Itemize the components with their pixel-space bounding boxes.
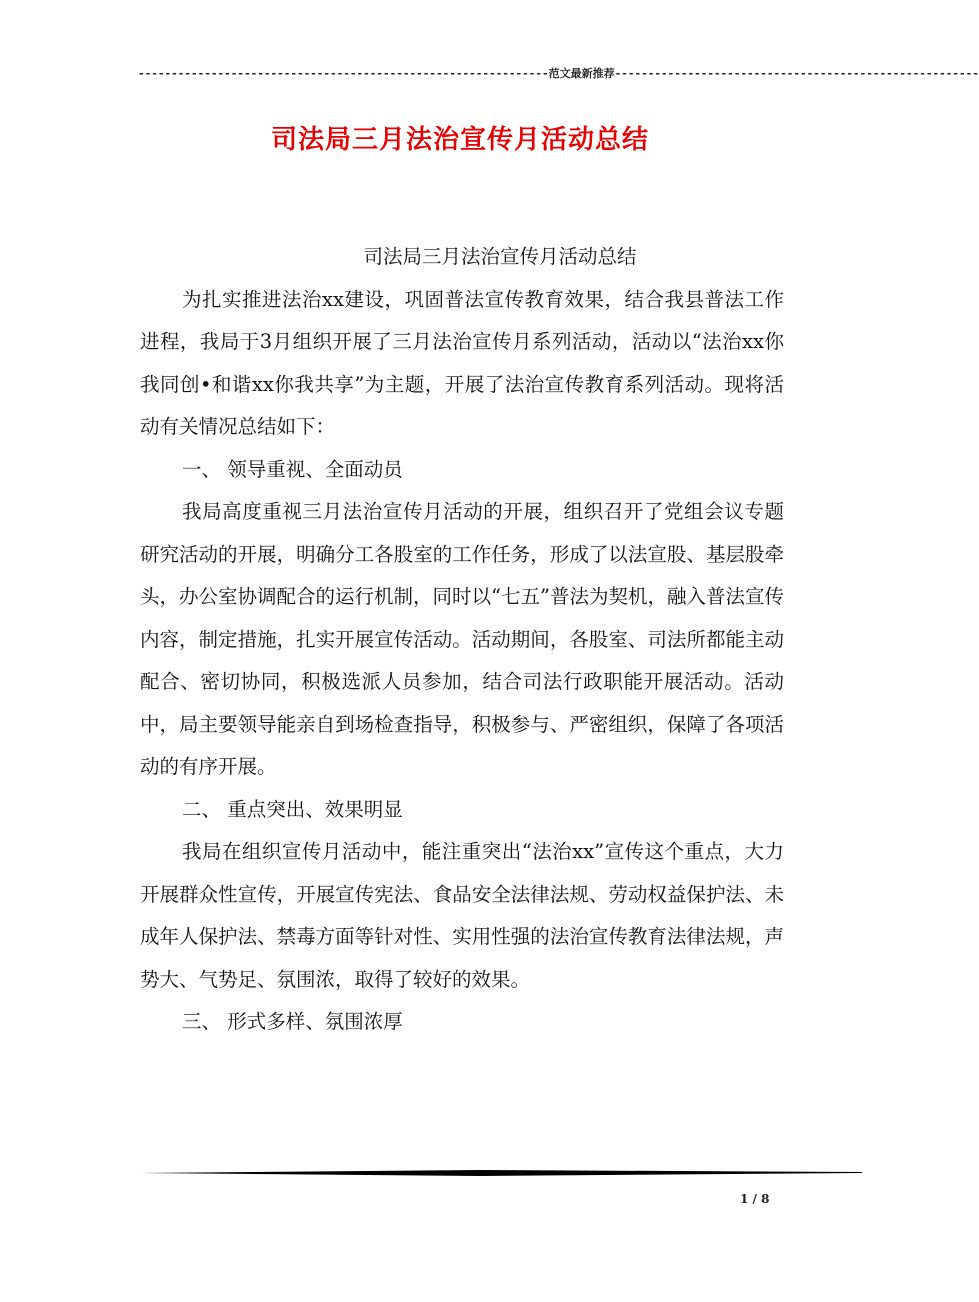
- header-banner: --------------------------------------------------------------范文最新推荐-------------------------------------------------------: [138, 67, 979, 80]
- paragraph-section-2: 我局在组织宣传月活动中，能注重突出“法治xx”宣传这个重点，大力开展群众性宣传，开展宣传宪法、食品安全法律法规、劳动权益保护法、未成年人保护法、禁毒方面等针对性、实用性强的法治宣传教育法律法规，声势大、气势足、氛围浓，取得了较好的效果。: [140, 840, 784, 991]
- section-heading-3: 三、 形式多样、氛围浓厚: [182, 1010, 403, 1033]
- document-body: [140, 236, 784, 1044]
- paragraph-section-1: 我局高度重视三月法治宣传月活动的开展，组织召开了党组会议专题研究活动的开展，明确分工各股室的工作任务，形成了以法宣股、基层股牵头，办公室协调配合的运行机制，同时以“七五”普法为契机，融入普法宣传内容，制定措施，扎实开展宣传活动。活动期间，各股室、司法所都能主动配合、密切协同，积极选派人员参加，结合司法行政职能开展活动。活动中，局主要领导能亲自到场检查指导，积极参与、严密组织，保障了各项活动的有序开展。: [140, 500, 784, 778]
- paragraph-intro: 为扎实推进法治xx建设，巩固普法宣传教育效果，结合我县普法工作进程，我局于3月组织开展了三月法治宣传月系列活动，活动以“法治xx你我同创•和谐xx你我共享”为主题，开展了法治宣传教育系列活动。现将活动有关情况总结如下：: [140, 287, 784, 438]
- document-subtitle: 司法局三月法治宣传月活动总结: [363, 245, 637, 268]
- section-heading-1: 一、 领导重视、全面动员: [182, 457, 403, 481]
- page-number: 1 / 8: [740, 1192, 770, 1206]
- section-heading-2: 二、 重点突出、效果明显: [182, 797, 403, 821]
- footer-divider: [140, 1169, 862, 1176]
- document-title: 司法局三月法治宣传月活动总结: [270, 125, 649, 155]
